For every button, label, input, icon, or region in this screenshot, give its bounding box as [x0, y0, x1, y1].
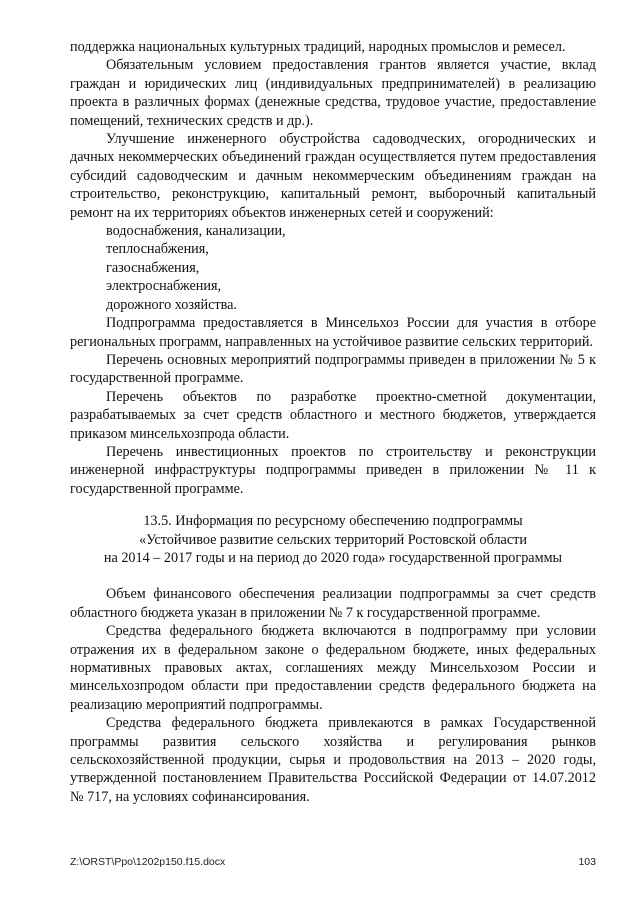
section-heading-line: на 2014 – 2017 годы и на период до 2020 года» государственной программы	[103, 549, 563, 566]
paragraph-federal-budget-state-program: Средства федерального бюджета привлекаются в рамках Государственной программы развития сельского хозяйства и регулирования рынков сельскохозяйственной продукции, сырья и продовольствия на 2013 – 2020 годы, утвержденной постановлением Правительства Российской Федерации от 14.07.2012 № 717, на условиях софинансирования.	[70, 715, 596, 805]
paragraph-regional-budget: Объем финансового обеспечения реализации подпрограммы за счет средств областного бюджета указан в приложении № 7 к государственной программе.	[70, 586, 596, 621]
paragraph-grants-condition: Обязательным условием предоставления грантов является участие, вклад граждан и юридических лиц (индивидуальных предпринимателей) в реализацию проекта в различных формах (денежные средства, трудовое участие, предоставление помещений, технических средств и др.).	[70, 57, 596, 129]
section-heading-line: «Устойчивое развитие сельских территорий Ростовской области	[139, 531, 527, 548]
list-item: газоснабжения,	[106, 259, 200, 276]
paragraph-federal-budget-inclusion: Средства федерального бюджета включаются в подпрограмму при условии отражения их в федеральном законе о федеральном бюджете, иных федеральных нормативных правовых актах, соглашениях между Минсельхозом России и минсельхозпродом области при предоставлении средств федерального бюджета на реализацию мероприятий подпрограммы.	[70, 623, 596, 713]
paragraph-investment-projects: Перечень инвестиционных проектов по строительству и реконструкции инженерной инфраструктуры подпрограммы приведен в приложении № 11 к государственной программе.	[70, 443, 596, 497]
paragraph-main-activities: Перечень основных мероприятий подпрограммы приведен в приложении № 5 к государственной программе.	[70, 351, 596, 387]
list-item: водоснабжения, канализации,	[106, 223, 286, 240]
list-item: теплоснабжения,	[106, 241, 209, 258]
page-number: 103	[578, 856, 596, 868]
section-heading	[70, 512, 596, 567]
paragraph-engineering-improvement: Улучшение инженерного обустройства садоводческих, огороднических и дачных некоммерческих объединений граждан осуществляется путем предоставления субсидий садоводческим и дачным некоммерческим объединениям граждан на строительство, реконструкцию, капитальный ремонт, выборочный капитальный ремонт на их территориях объектов инженерных сетей и сооружений:	[70, 131, 596, 221]
section-heading-line: 13.5. Информация по ресурсному обеспечению подпрограммы	[143, 513, 523, 530]
paragraph-design-documentation: Перечень объектов по разработке проектно-сметной документации, разрабатываемых за счет средств областного и местного бюджетов, утверждается приказом минсельхозпрода области.	[70, 388, 596, 442]
list-item: дорожного хозяйства.	[106, 296, 237, 313]
document-page	[70, 38, 596, 806]
list-item: электроснабжения,	[106, 278, 222, 295]
engineering-networks-list	[70, 222, 596, 314]
paragraph-ministry-submission: Подпрограмма предоставляется в Минсельхоз России для участия в отборе региональных программ, направленных на устойчивое развитие сельских территорий.	[70, 315, 596, 350]
paragraph-continuation: поддержка национальных культурных традиций, народных промыслов и ремесел.	[70, 39, 566, 55]
file-path: Z:\ORST\Ppo\1202p150.f15.docx	[70, 856, 226, 868]
